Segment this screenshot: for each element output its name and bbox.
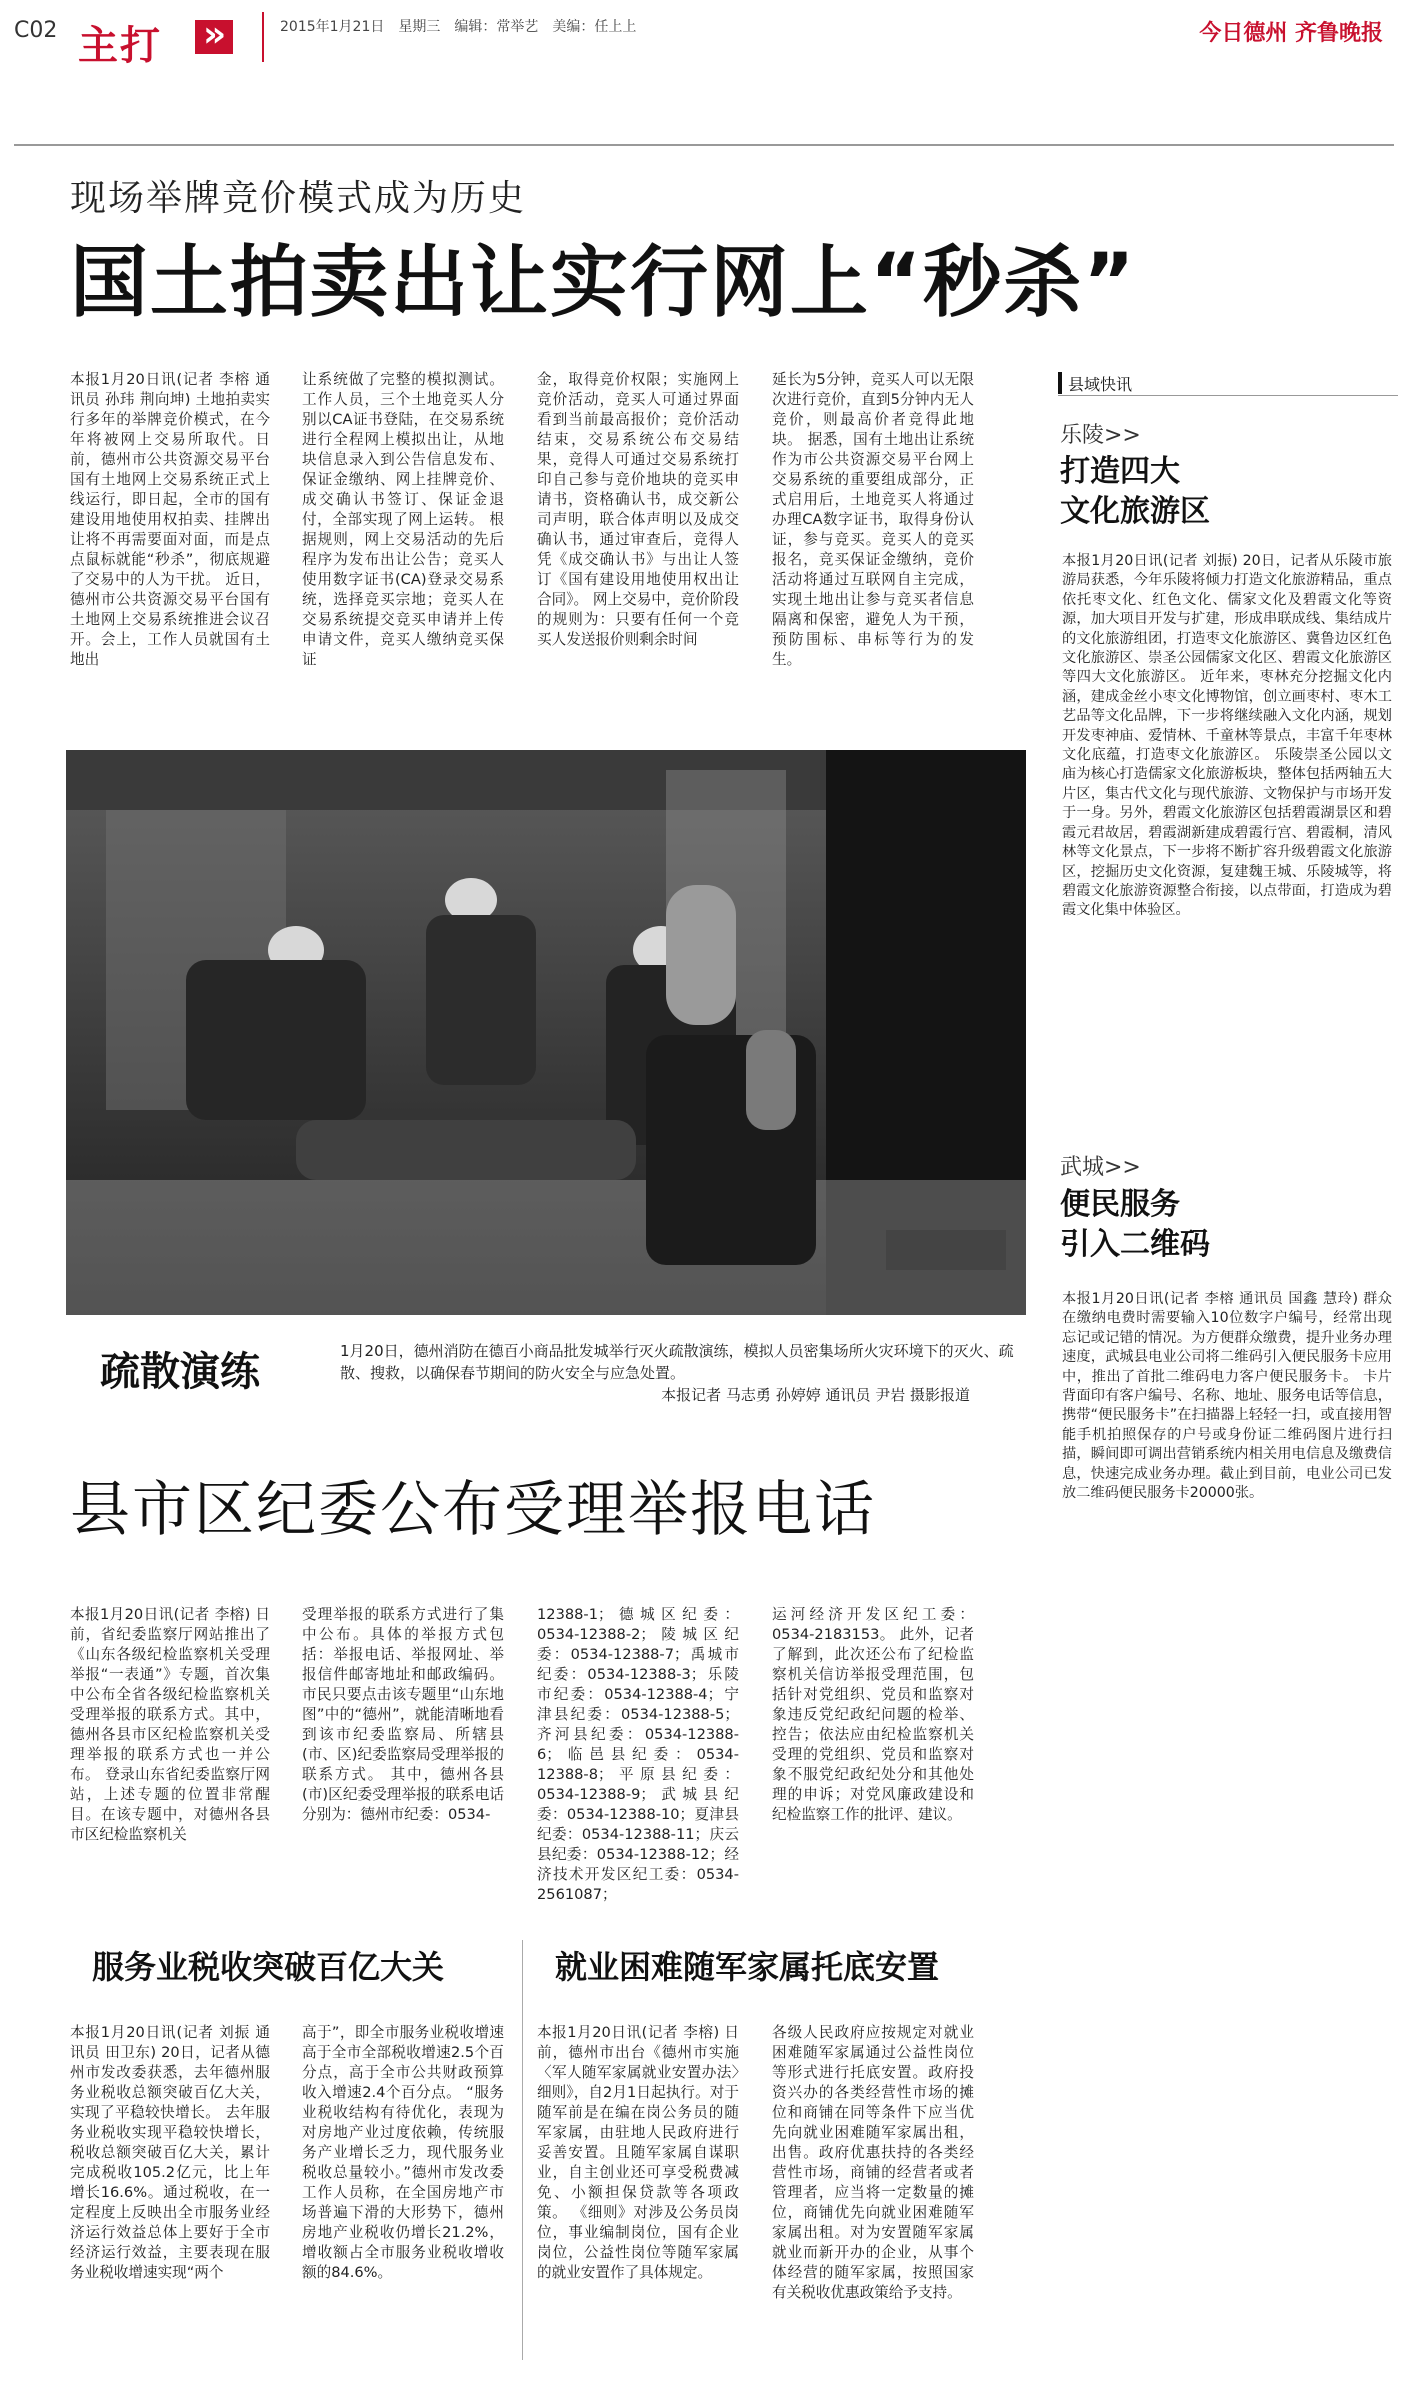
photo-caption (340, 1340, 1030, 1406)
issue-meta: 2015年1月21日 星期三 编辑：常举艺 美编：任上上 (280, 19, 637, 35)
section-title: 主打 (78, 23, 162, 69)
page-code: C02 (14, 18, 58, 43)
header-rule (14, 144, 1394, 146)
header-divider (262, 12, 264, 62)
article2-col-2: 受理举报的联系方式进行了集中公布。具体的举报方式包括：举报电话、举报网址、举报信件邮寄地址和邮政编码。市民只要点击该专题里“山东地图”中的“德州”，就能清晰地看到该市纪委监察局、所辖县(市、区)纪委监察局受理举报的联系方式。 其中，德州各县(市)区纪委受理举报的联系电话分别为：德州市纪委：0534- (302, 1606, 504, 1823)
photo-title: 疏散演练 (100, 1349, 260, 1395)
sidebar-body-1: 本报1月20日讯(记者 刘振) 20日，记者从乐陵市旅游局获悉，今年乐陵将倾力打造文化旅游精品，重点依托枣文化、红色文化、儒家文化及碧霞文化等资源，加大项目开发与扩建，形成串联成线、集结成片的文化旅游组团，打造枣文化旅游区、冀鲁边区红色文化旅游区、崇圣公园儒家文化区、碧霞文化旅游区等四大文化旅游区。 近年来，枣林充分挖掘文化内涵，建成金丝小枣文化博物馆，创立画枣村、枣木工艺品等文化品牌，下一步将继续融入文化内涵，规划开发枣神庙、爱情林、千童林等景点，丰富千年枣林文化底蕴，打造枣文化旅游区。 乐陵崇圣公园以文庙为核心打造儒家文化旅游板块，整体包括两轴五大片区，集古代文化与现代旅游、文物保护与市场开发于一身。另外，碧霞文化旅游区包括碧霞湖景区和碧霞元君故居，碧霞湖新建成碧霞行宫、碧霞桐，清风林等文化景点，下一步将不断扩容升级碧霞文化旅游区，挖掘历史文化资源，复建魏王城、乐陵城等，将碧霞文化旅游资源整合衔接，以点带面，打造成为碧霞文化集中体验区。 (1062, 553, 1392, 919)
article1-headline: 国土拍卖出让实行网上“秒杀” (70, 238, 1137, 328)
article3-col-1: 本报1月20日讯(记者 刘振 通讯员 田卫东) 20日，记者从德州市发改委获悉，去年德州服务业税收总额突破百亿大关，实现了平稳较快增长。 去年服务业税收实现平稳较快增长，税收总额突破百亿大关，累计完成税收105.2亿元，比上年增长16.6%。通过税收，在一定程度上反映出全市服务业经济运行效益总体上要好于全市经济运行效益，主要表现在服务业税收增速实现“两个 (70, 2024, 270, 2281)
article1-col-4: 延长为5分钟，竞买人可以无限次进行竞价，直到5分钟内无人竞价，则最高价者竞得此地块。 据悉，国有土地出让系统作为市公共资源交易平台网上交易系统的重要组成部分，正式启用后，土地竞买人将通过办理CA数字证书，取得身份认证，参与竞买。竞买人的竞买报名，竞买保证金缴纳，竞价活动将通过互联网自主完成，实现土地出让参与竞买者信息隔离和保密，避免人为干预，预防围标、串标等行为的发生。 (772, 371, 974, 668)
article2-col-3: 12388-1；德城区纪委：0534-12388-2；陵城区纪委：0534-12388-7；禹城市纪委：0534-12388-3；乐陵市纪委：0534-12388-4；宁津县纪委：0534-12388-5；齐河县纪委：0534-12388-6；临邑县纪委：0534-12388-8；平原县纪委：0534-12388-9；武城县纪委：0534-12388-10；夏津县纪委：0534-12388-11；庆云县纪委：0534-12388-12；经济技术开发区纪工委：0534-2561087； (537, 1606, 739, 1903)
article1-col-3: 金，取得竞价权限；实施网上竞价活动，竞买人可通过界面看到当前最高报价；竞价活动结束，交易系统公布交易结果，竞得人可通过交易系统打印自己参与竞价地块的竞买申请书，资格确认书，成交新公司声明，联合体声明以及成交确认书，通过审查后，竞得人凭《成交确认书》与出让人签订《国有建设用地使用权出让合同》。 网上交易中，竞价阶段的规则为：只要有任何一个竞买人发送报价则剩余时间 (537, 371, 739, 648)
article2-headline: 县市区纪委公布受理举报电话 (70, 1475, 876, 1545)
article1-col-2: 让系统做了完整的模拟测试。工作人员，三个土地竞买人分别以CA证书登陆，在交易系统进行全程网上模拟出让，从地块信息录入到公告信息发布、保证金缴纳、网上挂牌竞价、成交确认书签订、保证金退付，全部实现了网上运转。 根据规则，网上交易活动的先后程序为发布出让公告；竞买人使用数字证书(CA)登录交易系统，选择竞买宗地；竞买人在交易系统提交竞买申请并上传申请文件，竞买人缴纳竞买保证 (302, 371, 504, 668)
photo-credit: 本报记者 马志勇 孙婷婷 通讯员 尹岩 摄影报道 (661, 1386, 970, 1404)
section-arrow-icon (195, 20, 233, 54)
news-photo (66, 750, 1026, 1315)
article1-kicker: 现场举牌竞价模式成为历史 (70, 178, 527, 219)
firefighter-drill-photo (66, 750, 1026, 1315)
sidebar-title: 县域快讯 (1068, 375, 1133, 394)
article4-col-2: 各级人民政府应按规定对就业困难随军家属通过公益性岗位等形式进行托底安置。政府投资兴办的各类经营性市场的摊位和商铺在同等条件下应当优先向就业困难随军家属出租，出售。政府优惠扶持的各类经营性市场，商铺的经营者或者管理者，应当将一定数量的摊位，商铺优先向就业困难随军家属出租。对为安置随军家属就业而新开办的企业，从事个体经营的随军家属，按照国家有关税收优惠政策给予支持。 (772, 2024, 974, 2301)
sidebar-body-2: 本报1月20日讯(记者 李榕 通讯员 国鑫 慧玲) 群众在缴纳电费时需要输入10位数字户编号，经常出现忘记或记错的情况。为方便群众缴费，提升业务办理速度，武城县电业公司将二维码引入便民服务卡应用中，推出了首批二维码电力客户便民服务卡。 卡片背面印有客户编号、名称、地址、服务电话等信息，携带“便民服务卡”在扫描器上轻轻一扫，或直接用智能手机拍照保存的户号或身份证二维码图片进行扫描，瞬间即可调出营销系统内相关用电信息及缴费信息，快速完成业务办理。截止到目前，电业公司已发放二维码便民服务卡20000张。 (1062, 1291, 1392, 1502)
sidebar-city-1: 乐陵>> (1060, 423, 1141, 448)
sidebar-marker (1058, 372, 1062, 394)
article4-headline: 就业困难随军家属托底安置 (555, 1948, 940, 1986)
sidebar-rule (1058, 395, 1398, 396)
sidebar-headline-2a: 便民服务 (1060, 1187, 1180, 1222)
article3-headline: 服务业税收突破百亿大关 (92, 1948, 445, 1986)
article3-col-2: 高于”，即全市服务业税收增速高于全市全部税收增速2.5个百分点，高于全市公共财政预算收入增速2.4个百分点。 “服务业税收结构有待优化，表现为对房地产业过度依赖，传统服务产业增长乏力，现代服务业税收总量较小。”德州市发改委工作人员称，在全国房地产市场普遍下滑的大形势下，德州房地产业税收仍增长21.2%，增收额占全市服务业税收增收额的84.6%。 (302, 2024, 504, 2281)
sidebar-headline-1b: 文化旅游区 (1060, 494, 1210, 529)
article4-col-1: 本报1月20日讯(记者 李榕) 日前，德州市出台《德州市实施〈军人随军家属就业安置办法〉细则》，自2月1日起执行。对于随军前是在编在岗公务员的随军家属，由驻地人民政府进行妥善安置。且随军家属自谋职业，自主创业还可享受税费减免、小额担保贷款等各项政策。 《细则》对涉及公务员岗位，事业编制岗位，国有企业岗位，公益性岗位等随军家属的就业安置作了具体规定。 (537, 2024, 739, 2281)
column-divider (522, 1940, 523, 2360)
sidebar-city-2: 武城>> (1060, 1155, 1141, 1180)
sidebar-headline-1a: 打造四大 (1060, 454, 1180, 489)
sidebar-headline-2b: 引入二维码 (1060, 1227, 1210, 1262)
article2-col-1: 本报1月20日讯(记者 李榕) 日前，省纪委监察厅网站推出了《山东各级纪检监察机关受理举报“一表通”》专题，首次集中公布全省各级纪检监察机关受理举报的联系方式。其中，德州各县市区纪检监察机关受理举报的联系方式也一并公布。 登录山东省纪委监察厅网站，上述专题的位置非常醒目。在该专题中，对德州各县市区纪检监察机关 (70, 1606, 270, 1843)
article1-col-1: 本报1月20日讯(记者 李榕 通讯员 孙玮 荆向坤) 土地拍卖实行多年的举牌竞价模式，在今年将被网上交易所取代。日前，德州市公共资源交易平台国有土地网上交易系统正式上线运行，即日起，全市的国有建设用地使用权拍卖、挂牌出让将不再需要面对面，而是点点鼠标就能“秒杀”，彻底规避了交易中的人为干扰。 近日，德州市公共资源交易平台国有土地网上交易系统推进会议召开。会上，工作人员就国有土地出 (70, 371, 270, 668)
photo-caption-text: 1月20日，德州消防在德百小商品批发城举行灭火疏散演练，模拟人员密集场所火灾环境下的灭火、疏散、搜救，以确保春节期间的防火安全与应急处置。 (340, 1342, 1014, 1382)
newspaper-brand: 今日德州 齐鲁晚报 (1199, 21, 1383, 46)
article2-col-4: 运河经济开发区纪工委：0534-2183153。 此外，记者了解到，此次还公布了纪检监察机关信访举报受理范围，包括针对党组织、党员和监察对象违反党纪政纪问题的检举、控告；依法应由纪检监察机关受理的党组织、党员和监察对象不服党纪政纪处分和其他处理的申诉；对党风廉政建设和纪检监察工作的批评、建议。 (772, 1606, 974, 1823)
